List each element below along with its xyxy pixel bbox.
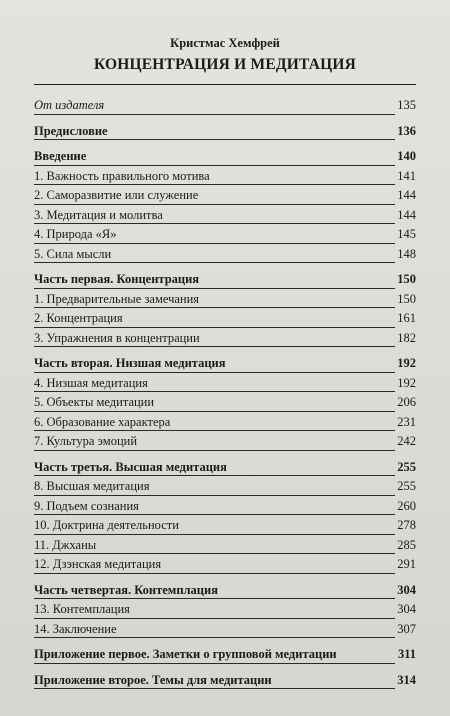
toc-entry-title: Приложение второе. Темы для медитации [34, 672, 272, 687]
toc-entry-title: 4. Природа «Я» [34, 227, 117, 241]
leader-line [34, 430, 395, 431]
toc-entry-page: 311 [397, 647, 416, 661]
toc-entry-title: 13. Контемплация [34, 602, 130, 616]
leader-line [34, 663, 395, 664]
toc-entry[interactable] [34, 97, 416, 117]
toc-entry[interactable] [34, 310, 416, 330]
toc-entry-title: Приложение первое. Заметки о групповой медитации [34, 647, 337, 661]
toc-entry-title: Часть третья. Высшая медитация [34, 459, 227, 474]
author-name: Кристмас Хемфрей [170, 36, 280, 50]
leader-line [34, 327, 395, 328]
toc-entry-title: 6. Образование характера [34, 414, 171, 429]
toc-section-heading[interactable] [34, 148, 416, 168]
toc-entry-page: 144 [397, 188, 416, 202]
toc-entry-title: 9. Подъем сознания [34, 498, 139, 513]
toc-entry-page: 141 [397, 168, 416, 183]
leader-line [34, 553, 395, 554]
toc-entry-title: 11. Джханы [34, 537, 97, 552]
toc-entry-title: 1. Предварительные замечания [34, 291, 200, 306]
leader-line [34, 262, 395, 263]
toc-entry-title: 8. Высшая медитация [34, 479, 150, 493]
book-title: КОНЦЕНТРАЦИЯ И МЕДИТАЦИЯ [93, 56, 357, 73]
toc-entry-title: 12. Дзэнская медитация [34, 557, 162, 571]
leader-line [34, 307, 395, 308]
toc-appendix-heading[interactable] [34, 672, 416, 692]
toc-section-heading[interactable] [34, 355, 416, 375]
toc-entry[interactable] [34, 394, 416, 414]
toc-entry-page: 136 [397, 123, 416, 138]
toc-entry[interactable] [34, 207, 416, 227]
toc-entry-title: 14. Заключение [34, 621, 117, 636]
toc-entry-page: 192 [397, 375, 416, 390]
toc-entry-title: 2. Саморазвитие или служение [34, 188, 199, 202]
toc-entry-title: 3. Медитация и молитва [34, 207, 163, 222]
toc-entry[interactable] [34, 291, 416, 311]
leader-line [34, 637, 395, 638]
leader-line [34, 573, 395, 574]
toc-entry-page: 304 [397, 602, 416, 616]
toc-entry[interactable] [34, 433, 416, 453]
toc-entry-page: 285 [397, 537, 416, 552]
toc-entry-page: 291 [397, 557, 416, 571]
leader-line [34, 475, 395, 476]
toc-entry-page: 260 [397, 498, 416, 513]
toc-entry-page: 255 [397, 459, 416, 474]
toc-entry-title: Часть первая. Концентрация [34, 272, 200, 286]
toc-entry-page: 242 [397, 434, 416, 448]
leader-line [34, 514, 395, 515]
toc-appendix-heading[interactable] [34, 646, 416, 666]
toc-entry-page: 150 [397, 291, 416, 306]
toc-entry-page: 161 [397, 311, 416, 325]
toc-entry[interactable] [34, 556, 416, 576]
toc-entry[interactable] [34, 537, 416, 557]
toc-entry-page: 192 [397, 356, 416, 370]
toc-entry[interactable] [34, 187, 416, 207]
leader-line [34, 184, 395, 185]
toc-entry-page: 278 [397, 518, 416, 532]
toc-entry-page: 150 [397, 272, 416, 286]
toc-entry-page: 148 [397, 246, 416, 261]
title-divider [34, 84, 416, 85]
toc-entry[interactable] [34, 478, 416, 498]
toc-entry-page: 231 [397, 414, 416, 429]
toc-entry[interactable] [34, 375, 416, 395]
toc-entry-page: 307 [397, 621, 416, 636]
leader-line [34, 598, 395, 599]
leader-line [34, 204, 395, 205]
toc-entry-title: От издателя [34, 98, 105, 112]
leader-line [34, 495, 395, 496]
toc-entry-title: Предисловие [34, 123, 108, 138]
toc-entry[interactable] [34, 168, 416, 188]
leader-line [34, 288, 395, 289]
leader-line [34, 165, 395, 166]
leader-line [34, 391, 395, 392]
toc-entry[interactable] [34, 498, 416, 518]
leader-line [34, 243, 395, 244]
toc-entry-page: 206 [397, 395, 416, 409]
toc-entry-page: 304 [397, 582, 416, 597]
toc-entry-title: 5. Сила мысли [34, 246, 112, 261]
toc-entry-title: 3. Упражнения в концентрации [34, 330, 200, 345]
toc-entry[interactable] [34, 330, 416, 350]
toc-entry-page: 314 [397, 672, 416, 687]
toc-entry[interactable] [34, 246, 416, 266]
toc-entry[interactable] [34, 123, 416, 143]
toc-section-heading[interactable] [34, 459, 416, 479]
leader-line [34, 223, 395, 224]
leader-line [34, 346, 395, 347]
toc-entry-page: 135 [397, 98, 416, 112]
toc-entry-page: 140 [397, 149, 416, 163]
toc-entry[interactable] [34, 517, 416, 537]
leader-line [34, 688, 395, 689]
toc-section-heading[interactable] [34, 271, 416, 291]
toc-entry-title: Введение [34, 149, 87, 163]
leader-line [34, 114, 395, 115]
toc-entry-title: Часть четвертая. Контемплация [34, 582, 218, 597]
toc-entry-title: 7. Культура эмоций [34, 434, 138, 448]
leader-line [34, 139, 395, 140]
leader-line [34, 372, 395, 373]
toc-entry[interactable] [34, 621, 416, 641]
leader-line [34, 450, 395, 451]
toc-entry-title: 4. Низшая медитация [34, 375, 148, 390]
toc-entry-page: 144 [397, 207, 416, 222]
toc-entry-title: 2. Концентрация [34, 311, 123, 325]
toc-entry-page: 145 [397, 227, 416, 241]
toc-entry-title: 1. Важность правильного мотива [34, 168, 210, 183]
table-of-contents [34, 97, 416, 691]
toc-entry-title: 10. Доктрина деятельности [34, 518, 179, 532]
toc-entry[interactable] [34, 601, 416, 621]
toc-entry-page: 182 [397, 330, 416, 345]
toc-entry-title: Часть вторая. Низшая медитация [34, 356, 226, 370]
toc-entry-page: 255 [397, 479, 416, 493]
toc-entry-title: 5. Объекты медитации [34, 395, 155, 409]
leader-line [34, 411, 395, 412]
toc-entry[interactable] [34, 414, 416, 434]
toc-section-heading[interactable] [34, 582, 416, 602]
leader-line [34, 618, 395, 619]
toc-entry[interactable] [34, 226, 416, 246]
leader-line [34, 534, 395, 535]
